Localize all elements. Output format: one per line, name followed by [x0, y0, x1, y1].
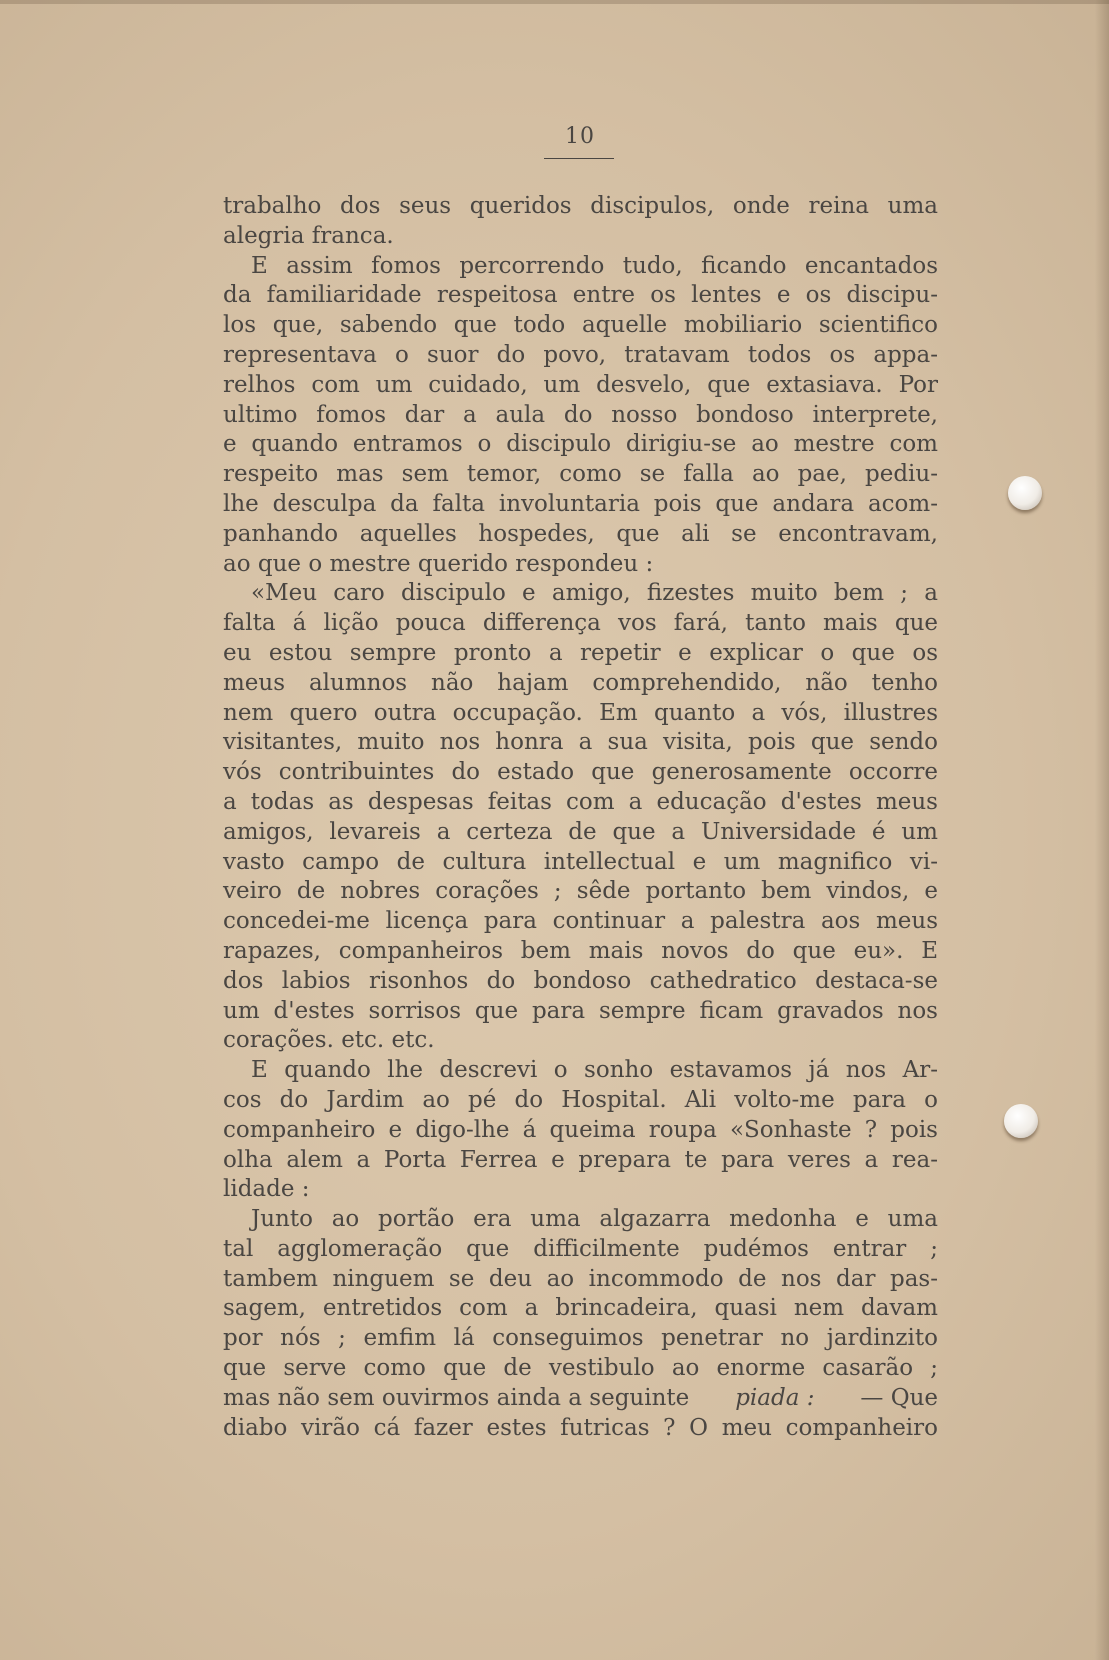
text-line: panhando aquelles hospedes, que ali se encontravam, [223, 520, 938, 547]
text-segment: — Que [860, 1384, 938, 1411]
page-number: 10 [565, 124, 595, 149]
text-line: companheiro e digo-lhe á queima roupa «Sonhaste ? pois [223, 1116, 938, 1143]
text-line: vasto campo de cultura intellectual e um magnifico vi- [223, 848, 938, 875]
text-line: meus alumnos não hajam comprehendido, não tenho [223, 669, 938, 696]
text-line: por nós ; emfim lá conseguimos penetrar no jardinzito [223, 1325, 938, 1352]
text-line: amigos, levareis a certeza de que a Universidade é um [223, 818, 938, 845]
text-line: «Meu caro discipulo e amigo, fizestes muito bem ; a [251, 580, 938, 607]
text-line: vós contribuintes do estado que generosamente occorre [223, 759, 938, 786]
text-line: que serve como que de vestibulo ao enorme casarão ; [223, 1355, 938, 1382]
text-line: tambem ninguem se deu ao incommodo de nos dar pas- [223, 1265, 938, 1292]
text-line: trabalho dos seus queridos discipulos, onde reina uma [223, 193, 938, 219]
text-line: eu estou sempre pronto a repetir e explicar o que os [223, 639, 938, 666]
text-line: falta á lição pouca differença vos fará, tanto mais que [223, 610, 938, 637]
text-line: rapazes, companheiros bem mais novos do que eu». E [223, 937, 938, 964]
text-line: nem quero outra occupação. Em quanto a vós, illustres [223, 699, 938, 726]
text-line: visitantes, muito nos honra a sua visita, pois que sendo [223, 729, 938, 756]
punch-hole [1008, 476, 1042, 510]
text-line: tal agglomeração que difficilmente pudémos entrar ; [223, 1235, 938, 1262]
text-line: concedei-me licença para continuar a palestra aos meus [223, 908, 938, 935]
text-line: olha alem a Porta Ferrea e prepara te para veres a rea- [223, 1146, 938, 1173]
punch-hole [1004, 1104, 1038, 1138]
text-line: veiro de nobres corações ; sêde portanto bem vindos, e [223, 878, 938, 905]
page-right-shadow [1095, 0, 1109, 1660]
text-line: los que, sabendo que todo aquelle mobiliario scientifico [223, 312, 938, 339]
text-line: alegria franca. [223, 222, 394, 249]
text-line: diabo virão cá fazer estes futricas ? O meu companheiro [223, 1414, 938, 1441]
text-line: E quando lhe descrevi o sonho estavamos já nos Ar- [251, 1057, 938, 1084]
text-line: a todas as despesas feitas com a educação d'estes meus [223, 788, 938, 815]
text-line: da familiaridade respeitosa entre os lentes e os discipu- [223, 282, 938, 309]
page-number-rule [544, 158, 614, 159]
italic-word-piada: piada : [735, 1384, 815, 1411]
text-line: Junto ao portão era uma algazarra medonha e uma [251, 1206, 938, 1233]
text-line: dos labios risonhos do bondoso cathedratico destaca-se [223, 967, 938, 994]
text-line: E assim fomos percorrendo tudo, ficando encantados [251, 252, 938, 279]
text-line: cos do Jardim ao pé do Hospital. Ali volto-me para o [223, 1086, 938, 1113]
text-line: sagem, entretidos com a brincadeira, quasi nem davam [223, 1295, 938, 1322]
text-line: ao que o mestre querido respondeu : [223, 550, 654, 577]
text-line: respeito mas sem temor, como se falla ao pae, pediu- [223, 461, 938, 488]
text-line: um d'estes sorrisos que para sempre ficam gravados nos [223, 997, 938, 1024]
text-line: corações. etc. etc. [223, 1027, 435, 1054]
text-segment: mas não sem ouvirmos ainda a seguinte [223, 1384, 690, 1411]
text-line: e quando entramos o discipulo dirigiu-se ao mestre com [223, 431, 938, 458]
text-line: lidade : [223, 1176, 310, 1203]
text-line-with-italic [223, 1384, 938, 1414]
text-line: ultimo fomos dar a aula do nosso bondoso interprete, [223, 401, 938, 428]
text-line: representava o suor do povo, tratavam todos os appa- [223, 341, 938, 368]
body-text [223, 192, 938, 1443]
page-top-shadow [0, 0, 1109, 4]
text-line: relhos com um cuidado, um desvelo, que extasiava. Por [223, 371, 938, 398]
text-line: lhe desculpa da falta involuntaria pois que andara acom- [223, 490, 938, 517]
